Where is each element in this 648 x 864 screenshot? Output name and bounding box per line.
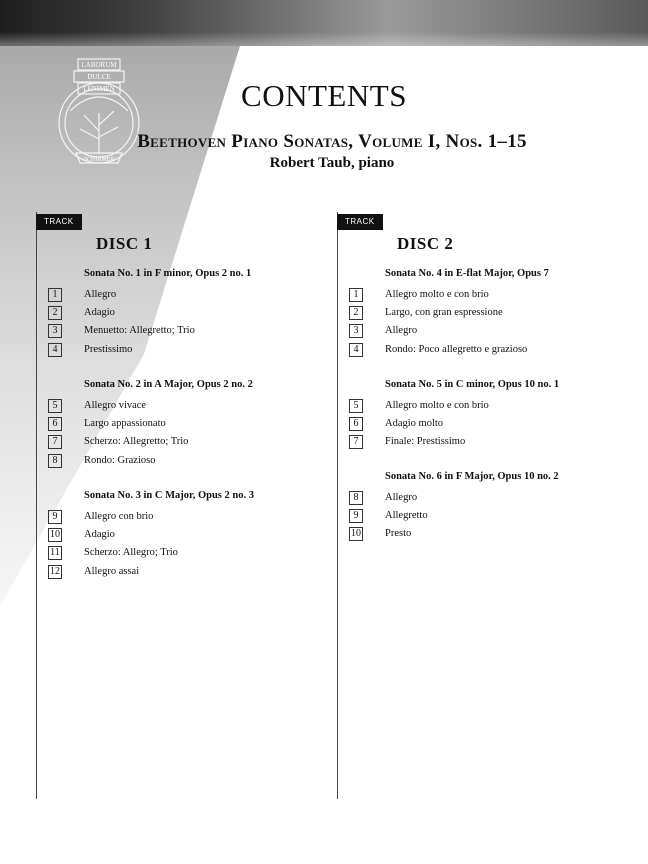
- track-row[interactable]: [48, 564, 140, 579]
- track-number: 9: [48, 510, 62, 524]
- track-number: 2: [349, 306, 363, 320]
- track-number: 1: [349, 288, 363, 302]
- page-subtitle: Beethoven Piano Sonatas, Volume I, Nos. 1–15: [137, 131, 527, 152]
- track-number: 5: [48, 399, 62, 413]
- column-rule: [337, 212, 338, 799]
- track-row[interactable]: [48, 342, 133, 357]
- page-title: CONTENTS: [241, 78, 407, 113]
- sonata-heading: Sonata No. 5 in C minor, Opus 10 no. 1: [385, 379, 560, 390]
- track-row[interactable]: [48, 545, 178, 560]
- disc-1-column: [36, 212, 316, 802]
- performer-credit: Robert Taub, piano: [269, 155, 395, 171]
- track-title: Adagio: [84, 307, 115, 318]
- track-number: 3: [349, 324, 363, 338]
- track-row[interactable]: [349, 287, 489, 302]
- column-rule: [36, 212, 37, 799]
- track-tab: TRACK: [36, 214, 82, 230]
- track-number: 4: [349, 343, 363, 357]
- track-row[interactable]: [349, 305, 503, 320]
- track-number: 11: [48, 546, 62, 560]
- track-title: Presto: [385, 528, 412, 539]
- track-title: Allegro con brio: [84, 511, 154, 522]
- track-row[interactable]: [349, 490, 418, 505]
- track-row[interactable]: [48, 509, 154, 524]
- track-row[interactable]: [48, 453, 156, 468]
- track-row[interactable]: [349, 323, 418, 338]
- track-row[interactable]: [48, 416, 166, 431]
- track-row[interactable]: [349, 398, 489, 413]
- track-row[interactable]: [48, 323, 195, 338]
- track-number: 7: [349, 435, 363, 449]
- track-number: 2: [48, 306, 62, 320]
- track-row[interactable]: [349, 434, 466, 449]
- disc-title: DISC 1: [96, 234, 153, 253]
- track-row[interactable]: [48, 527, 115, 542]
- track-title: Menuetto: Allegretto; Trio: [84, 325, 195, 336]
- seal-brand: SCHIRMER: [83, 157, 115, 163]
- sonata-heading: Sonata No. 2 in A Major, Opus 2 no. 2: [84, 379, 253, 390]
- track-title: Allegretto: [385, 510, 428, 521]
- track-title: Allegro: [84, 289, 117, 300]
- track-number: 12: [50, 565, 60, 577]
- track-title: Allegro: [385, 492, 418, 503]
- track-row[interactable]: [349, 508, 428, 523]
- track-number: 6: [48, 417, 62, 431]
- track-number: 10: [351, 527, 361, 539]
- track-row[interactable]: [48, 434, 189, 449]
- track-title: Allegro assai: [84, 566, 140, 577]
- track-row[interactable]: [48, 287, 117, 302]
- disc-2-column: [337, 212, 617, 802]
- track-number: 8: [349, 491, 363, 505]
- track-title: Rondo: Poco allegretto e grazioso: [385, 344, 528, 355]
- track-number: 9: [349, 509, 363, 523]
- track-title: Scherzo: Allegretto; Trio: [84, 436, 189, 447]
- sonata-heading: Sonata No. 4 in E-flat Major, Opus 7: [385, 268, 549, 279]
- track-number: 6: [349, 417, 363, 431]
- seal-motto-1: LABORUM: [81, 61, 117, 69]
- sonata-heading: Sonata No. 3 in C Major, Opus 2 no. 3: [84, 490, 254, 501]
- track-title: Adagio: [84, 529, 115, 540]
- track-title: Adagio molto: [385, 418, 444, 429]
- track-number: 3: [48, 324, 62, 338]
- track-title: Rondo: Grazioso: [84, 455, 156, 466]
- seal-motto-2: DULCE: [87, 73, 111, 81]
- track-row[interactable]: [349, 526, 412, 541]
- track-title: Finale: Prestissimo: [385, 436, 466, 447]
- track-number: 10: [50, 528, 60, 540]
- track-row[interactable]: [349, 342, 528, 357]
- header-band: [0, 0, 648, 46]
- track-number: 4: [48, 343, 62, 357]
- track-number: 8: [48, 454, 62, 468]
- track-title: Prestissimo: [84, 344, 133, 355]
- track-tab: TRACK: [337, 214, 383, 230]
- track-title: Scherzo: Allegro; Trio: [84, 547, 178, 558]
- track-title: Allegro molto e con brio: [385, 400, 489, 411]
- disc-title: DISC 2: [397, 234, 454, 253]
- track-number: 1: [48, 288, 62, 302]
- sonata-heading: Sonata No. 6 in F Major, Opus 10 no. 2: [385, 471, 559, 482]
- seal-motto-3: LENIMEN: [83, 85, 115, 93]
- track-title: Allegro vivace: [84, 400, 147, 411]
- track-row[interactable]: [48, 398, 147, 413]
- track-number: 7: [48, 435, 62, 449]
- track-title: Allegro: [385, 325, 418, 336]
- track-title: Largo appassionato: [84, 418, 166, 429]
- track-row[interactable]: [48, 305, 115, 320]
- track-title: Allegro molto e con brio: [385, 289, 489, 300]
- track-number: 5: [349, 399, 363, 413]
- sonata-heading: Sonata No. 1 in F minor, Opus 2 no. 1: [84, 268, 252, 279]
- track-title: Largo, con gran espressione: [385, 307, 503, 318]
- track-row[interactable]: [349, 416, 444, 431]
